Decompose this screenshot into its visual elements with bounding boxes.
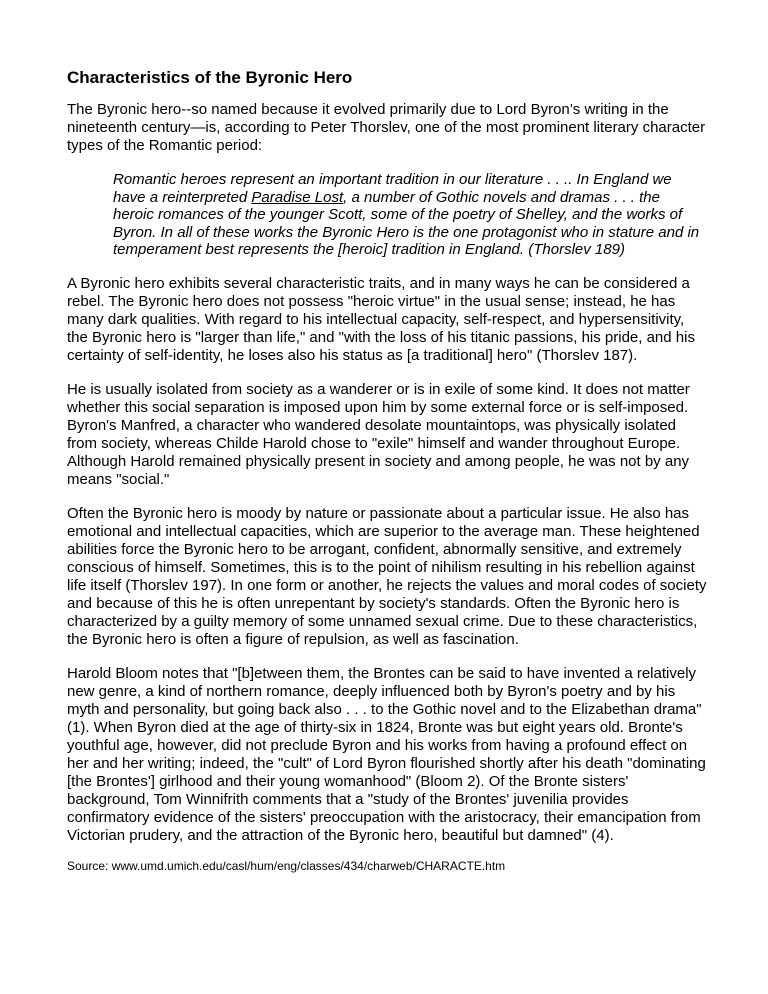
quote-text-start: Romantic heroes represent an important tradition in our literature . . .. In England we have a reinterpreted [113,171,672,206]
quote-book-title: Paradise Lost [251,188,344,206]
block-quote [113,171,703,259]
paragraph-isolation: He is usually isolated from society as a wanderer or is in exile of some kind. It does not matter whether this social separation is imposed upon him by some external force or is self-imposed. Byron's Manfred, a character who wandered desolate mountaintops, was physically isolated from society, whereas Childe Harold chose to "exile" himself and wander throughout Europe. Although Harold remained physically present in society and among people, he was not by any means "social." [67,380,690,488]
paragraph-brontes: Harold Bloom notes that "[b]etween them, the Brontes can be said to have invented a relatively new genre, a kind of northern romance, deeply influenced both by Byron's poetry and by his myth and personality, but going back also . . . to the Gothic novel and to the Elizabethan drama" (1). When Byron died at the age of thirty-six in 1824, Bronte was but eight years old. Bronte's youthful age, however, did not preclude Byron and his works from having a profound effect on her and her writing; indeed, the "cult" of Lord Byron flourished shortly after his death "dominating [the Brontes'] girlhood and their young womanhood" (Bloom 2). Of the Bronte sisters' background, Tom Winnifrith comments that a "study of the Brontes' juvenilia provides confirmatory evidence of the sisters' preoccupation with the aristocracy, their emancipation from Victorian prudery, and the attraction of the Byronic hero, beautiful but damned" (4). [67,664,706,844]
paragraph-moody: Often the Byronic hero is moody by nature or passionate about a particular issue. He also has emotional and intellectual capacities, which are superior to the average man. These heightened abilities force the Byronic hero to be arrogant, confident, abnormally sensitive, and extremely conscious of himself. Sometimes, this is to the point of nihilism resulting in his rebellion against life itself (Thorslev 197). In one form or another, he rejects the values and moral codes of society and because of this he is often unrepentant by society's standards. Often the Byronic hero is characterized by a guilty memory of some unnamed sexual crime. Due to these characteristics, the Byronic hero is often a figure of repulsion, as well as fascination. [67,504,707,648]
intro-paragraph: The Byronic hero--so named because it evolved primarily due to Lord Byron’s writing in the nineteenth century—is, according to Peter Thorslev, one of the most prominent literary character types of the Romantic period: [67,101,706,154]
quote-text-end: , a number of Gothic novels and dramas . . . the heroic romances of the younger Scott, some of the poetry of Shelley, and the works of Byron. In all of these works the Byronic Hero is the one protagonist who in stature and in temperament best represents the [heroic] tradition in England. (Thorslev 189) [113,188,700,258]
paragraph-traits: A Byronic hero exhibits several characteristic traits, and in many ways he can be considered a rebel. The Byronic hero does not possess "heroic virtue" in the usual sense; instead, he has many dark qualities. With regard to his intellectual capacity, self-respect, and hypersensitivity, the Byronic hero is "larger than life," and "with the loss of his titanic passions, his pride, and his certainty of self-identity, he loses also his status as [a traditional] hero" (Thorslev 187). [67,274,695,364]
document-title: Characteristics of the Byronic Hero [67,68,353,87]
document-page [67,68,707,873]
source-citation: Source: www.umd.umich.edu/casl/hum/eng/classes/434/charweb/CHARACTE.htm [67,858,506,873]
